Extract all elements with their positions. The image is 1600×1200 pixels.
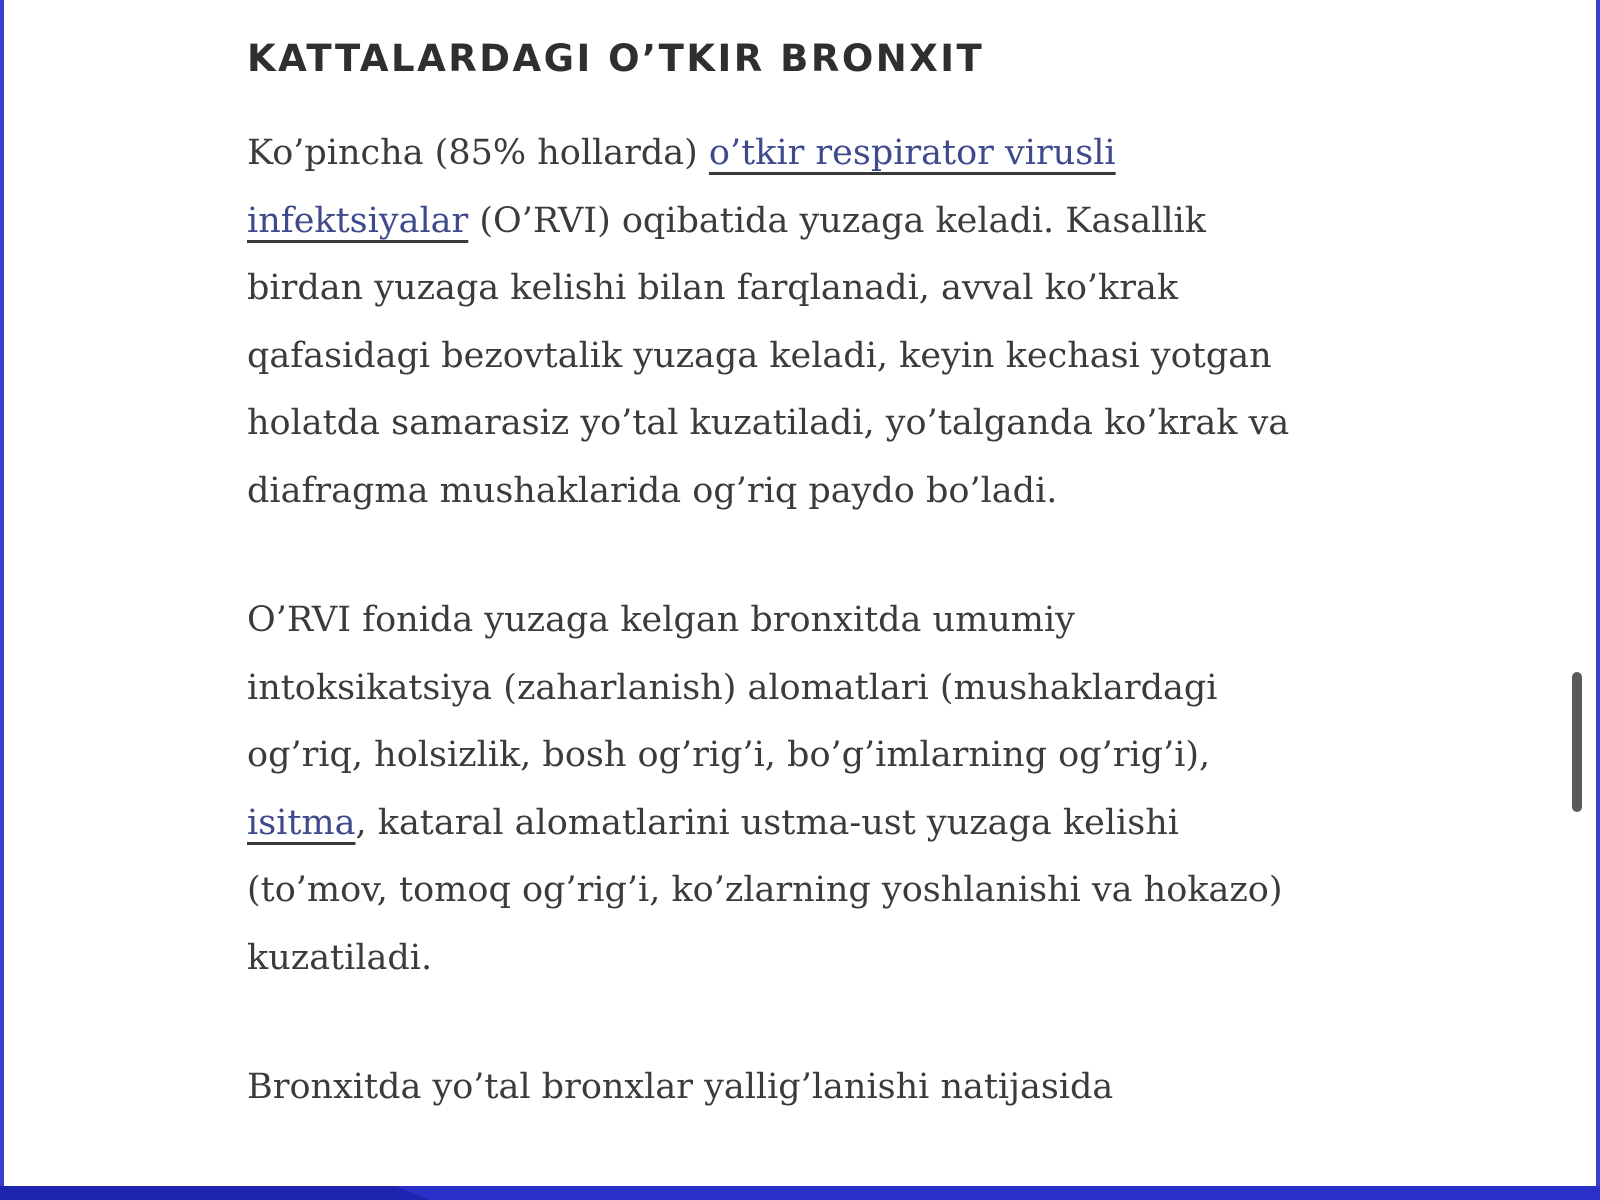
paragraph-text: Bronxitda yo’tal bronxlar yallig’lanishi natijasida bbox=[247, 1067, 1114, 1107]
window-frame-bottom bbox=[0, 1186, 1600, 1200]
scrollbar-thumb[interactable] bbox=[1572, 672, 1582, 812]
section-heading: KATTALARDAGI O’TKIR BRONXIT bbox=[247, 37, 985, 80]
article-body bbox=[247, 30, 1327, 1122]
paragraph-text: Ko’pincha (85% hollarda) bbox=[247, 133, 709, 173]
paragraph-text: (O’RVI) oqibatida yuzaga keladi. Kasallik birdan yuzaga kelishi bilan farqlanadi, avval ko’krak qafasidagi bezovtalik yuzaga keladi, keyin kechasi yotgan holatda samarasiz yo’tal kuzatiladi, yo’talganda ko’krak va diafragma mushaklarida og’riq paydo bo’ladi. bbox=[247, 200, 1290, 511]
paragraph-text: , kataral alomatlarini ustma-ust yuzaga kelishi (to’mov, tomoq og’rig’i, ko’zlarning yoshlanishi va hokazo) kuzatiladi. bbox=[247, 802, 1283, 978]
link-orvi[interactable]: o’tkir respirator virusli infektsiyalar bbox=[247, 133, 1116, 241]
window-frame-right bbox=[1596, 0, 1600, 1200]
paragraph-text: O’RVI fonida yuzaga kelgan bronxitda umumiy intoksikatsiya (zaharlanish) alomatlari (mushaklardagi og’riq, holsizlik, bosh og’rig’i, bo’g’imlarning og’rig’i), bbox=[247, 600, 1218, 775]
window-frame-bottom-shade bbox=[0, 1186, 430, 1200]
link-isitma[interactable]: isitma bbox=[247, 802, 356, 843]
paragraph-symptoms bbox=[247, 587, 1327, 992]
paragraph-causes bbox=[247, 120, 1327, 525]
window-frame-left bbox=[0, 0, 4, 1200]
paragraph-cough bbox=[247, 1054, 1327, 1122]
